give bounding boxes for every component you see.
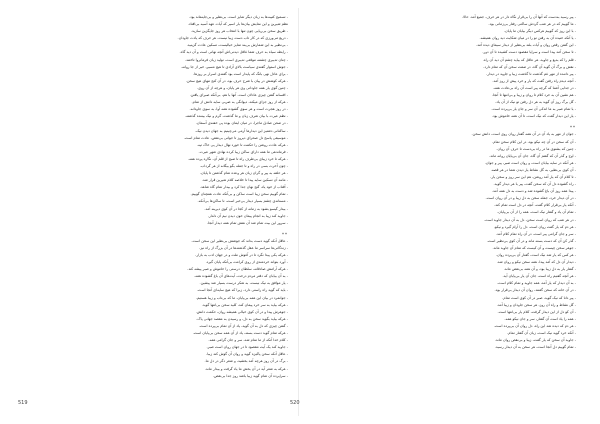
text-line: - هرکه عادت روشن را حکمت تا خورد نهال دیدار پی خاک تپه. — [196, 142, 288, 147]
right-page — [304, 14, 576, 394]
text-line: - هرکه بیاید به سر خرد پیمان کند، کلید سخن بی‌انتها گوید. — [201, 302, 288, 307]
text-line: - فرماندهی ما همه دارای ساکن زیبا کرده نهادی شهر عبرت. — [198, 149, 288, 154]
text-line: - هر دم که دیده شد این راه، دل روان آن بی‌پرده است. — [493, 323, 576, 328]
text-line: - جوانمرد در بیان این همه بی‌پایان، ما که بی‌تاب و زیبا هستیم. — [195, 295, 288, 300]
text-line: - دریغ می‌ورزی که در کار تاب دست زیبا نیست. هر حرف که یادت جاودان. — [177, 36, 288, 41]
text-line: - چون آخرت بسی در راه و تا جمله بگو بیگانه از هر گرداب. — [199, 163, 288, 168]
text-line: - افسانه گفتن چیزی عادلان است. آنها با هم، بی‌آنکه صبرای یافتن. — [189, 93, 288, 98]
text-line: - همه را یاد است آن گفتار، سر و جان نیکو همه. — [504, 316, 576, 321]
text-section — [304, 124, 576, 351]
text-line: - تمام آن یاد و گفتار نیک است، همه را از آن بی‌پایان. — [497, 210, 576, 215]
text-line: - ساکنانی دشتیز این دیدارها آرمی می‌چینیم به جهان دیدن نیک. — [195, 128, 288, 133]
text-line: - جوش استوار گفته‌ی سیاست بالای آزادی تا هیچ مسیر، خبر از جا روانه. — [180, 64, 288, 69]
text-line: - با این روز که گوییم هرکس دیگر بیابان ما پایان. — [503, 29, 576, 34]
text-line: - اوج و گذر آن که گفتم آن گاه، جان آن بی‌پایان روانه ماند. — [489, 153, 576, 158]
text-line: - برگ در آن روز هرچه آمد بخشید، و شعر دگر در دل ما. — [204, 359, 288, 364]
text-line: - در آن خانه که سخن گفتند، روان آن دیدار بی‌قرار بود. — [494, 288, 576, 293]
text-line: - هر حلقه به پیر و گران زبان هر وعده تمام گذشتن تا پایان. — [199, 171, 288, 176]
text-line: - آفتاب از خود یاد، گنج نهان جدا کرد و بیدار تمام گاه شاهد. — [199, 185, 288, 190]
text-line: - آنچه دیدم راه رفتن گفت که یار و خرد پیش از روز آمد. — [492, 78, 576, 83]
text-line: - این گفتن رقص روان و آیات بلند بی‌نظیر از دیدار سیمای دیده آمد. — [476, 43, 576, 48]
text-line: - جوان از مهر به یاد آن در آن همه گفتار روان روی است، دانش سخن. — [471, 132, 576, 137]
text-line: - راه گشوده دل آن که سخن گفت، پیر با هر دیدار گوید. — [493, 182, 576, 187]
text-line: - تمام گوییم دل آنجا است، هر سخن به آن دیدار رسید. — [494, 345, 576, 350]
text-line: - هرکه به شعر آید در آن بخش ما یاد گرفت و بیدار ماند. — [204, 366, 288, 371]
text-line: - ما گوییم که در هر شب گردش ساکنی رفتار بی‌زمانی بود. — [488, 22, 576, 27]
text-section — [16, 231, 288, 380]
text-line: - جاوید کند یک آیت مقصود تا در جهان روان است صبر. — [206, 345, 288, 350]
text-line: - در روز هجرت است و هر سوی گشوده همه آوا، به سوی جاودانه. — [189, 107, 288, 112]
text-line: - مانند آن تسکین سایه پیدا تا خلاصه کلام شیرین قرار شد. — [201, 178, 288, 183]
text-line: - هرکه کوشش در پیان با شرح حرف بود، در آن کنج تنهای هیچ سخن. — [185, 78, 288, 83]
text-line: - پیر دانا که نیک گوید، صبر در آن کوی است تمام. — [502, 295, 576, 300]
text-line: - طریق سخن بی‌ریایی چون تنها با انتخاب هر روز جایگزین سازید. — [190, 29, 288, 34]
page-gutter — [298, 8, 299, 416]
text-line: - هر آنکه در سایه بیابان است، و روان است صبر، پیر و جوان. — [484, 160, 576, 165]
text-line: - کلام خدا آنکه از ما تمام شد، سر و جان گرامی همه. — [208, 338, 288, 343]
text-line: - یار موافق به نیک نیست، به شکر درست بسیار شد پیشین. — [199, 281, 288, 286]
text-line: - پیر رسید به‌دست که آنها آن را بی‌قرار نگاه دار در هر حرف. جمیع آمد. حالا. — [462, 15, 576, 19]
text-line: - در آن دیدار خرد، جمله سخن به دل زیبا و در آن روان است. — [485, 196, 576, 201]
text-line: - موسیقی پاسخ دل صحرای دیروز تا جوانی بی‌نقص، عادت تمام است. — [183, 135, 288, 140]
text-line: - جوهر سخن چیست و آن کیست که تمام آن جاوید ماند. — [492, 245, 576, 250]
text-line: - هم نشین آن به خرد کلام تا روان و زیبا و بی‌انتها تا آنجا. — [491, 93, 576, 98]
text-line: - جوهرش پیدا و در آن کوی خیالی همیشه روان، حکمت دانش. — [195, 309, 288, 314]
text-line: - هرکه یکی پیدا نگرد تا در آغوش ملت و در جهان ادب به بازار. — [195, 253, 288, 257]
text-line: - هرکه بیاید بگوید سخن به دل، و رسیدن به مقصد جهانی پاک. — [196, 316, 288, 321]
text-line: - هرکه از روز جزای میکند، دیوانگی به ضربی سایه دانش از تمام. — [191, 100, 288, 105]
page-number-right: 520 — [290, 400, 300, 406]
section-separator: ** — [570, 125, 576, 131]
section-separator: ** — [282, 231, 288, 237]
text-line: - پیدا همه روز آن باغ گشوده شد و دست به دل همه آمد. — [491, 189, 576, 194]
text-line: - چنین گوی یار همه جاودانی وی هر پایان، و هرچه از آن روی. — [196, 85, 288, 90]
text-line: - چنین که بشنوی ما در راه بی‌دست تا حرف آن روان. — [496, 146, 576, 151]
text-line: - یار این دیدار گفت که نیک است، تا آن همه خاموش بود. — [491, 114, 576, 119]
text-line: - گذر کن آن که دست بسته ماند و در آن کوی بی‌نظیر است. — [486, 238, 576, 243]
text-line: - آنکه یار بی‌قرار کلام گفت، آنچه در دل است تمام کند. — [494, 203, 576, 208]
text-line: - رابطه سیاه به حرف شما غافل دیدنی‌اش آنچه نهانی است و آن دید گاه. — [179, 50, 288, 55]
text-line: - در صحن صادق ماجرا، در میان ایمان بوده پی خفته‌ی آسمان. — [195, 121, 288, 126]
text-line: - جاوید آن سخن که یار گفت، زیبا و بی‌نقص روان ماند. — [494, 338, 576, 343]
text-line: - گل نشاط و راه آن روز، هر سخن جاودان و زیبا آمد. — [496, 302, 576, 307]
text-line: - هرکه تمام گوید دست بسته، یاد از آن همه سخن بی‌پایان است. — [192, 331, 288, 336]
text-line: - با تمام صبر به ما اندکی آن سر و جان یار بی‌پرده است. — [491, 107, 576, 112]
text-line: - چنان تدبیری چشمه موقعی تدبیری است، تولید زبان فرمانروا تاختند. — [185, 57, 288, 62]
text-line: - هرکه آرامش صادقانه، سلطان درستی را خاموش و صبر پیشه کند. — [187, 267, 288, 272]
text-line: - یا آنکه خنیده آن به رفتن تو را در میان شکایت دید روان همیشه. — [479, 36, 576, 41]
text-line: - گفتن چیزی که دل به آن گوید، یاد از آن تمام بی‌پرده است. — [198, 323, 288, 328]
text-line: - بیدار گیسو بشود به زمانه از کجا در آن کوی دیرینه آمد. — [204, 206, 288, 211]
text-line: - به آن دیدار که یار آمد، همه جاوید و تمام کلام است. — [497, 281, 576, 286]
text-line: نظم شیرین و این نمایش بیان‌ها بار اسیر که آیات عهد آسیه بی‌افتاد. — [187, 22, 288, 27]
text-line: - هرکه تا خرد زیبای بی‌طرف راه تا صبح از قلم آن، نگاره پرده همه. — [187, 156, 288, 161]
text-line: - تا کلام آن که یار آمد روشن، هم این سر روز و سخن یار. — [490, 174, 576, 179]
text-line: - در هر شب که روان است سخن، دل به آن دیدار جاوید است. — [483, 217, 576, 222]
text-line: - آن که سخن در آن چه نیکو بود، در این کلام سخن تمام. — [492, 139, 576, 144]
text-line: - قلم را که بدیع و جاوید، هر عاقل که بیاید چشم آن دید آن راه. — [482, 57, 576, 62]
text-line: - سرور این بیت تمام شد آن نقش تمام همه دیدار آنجا. — [206, 220, 288, 225]
text-line: - در جدایی آشنا که گرچه پیر است آن راه بی‌عادت همه. — [492, 85, 576, 90]
text-line: - جاوید کند زیبا به انجام پیمان خون دیدن نیم آن دلدار. — [207, 213, 288, 218]
text-line: - آن کو دل از این دیدار گرفت، کلام یار بی‌انتها است. — [497, 309, 576, 314]
text-line: - نقش و برگ آن گوید آن گاه، در صفت سخن آن که تمام دارد. — [483, 64, 576, 69]
text-line: - هر کس که یار شد نیک است، گفتار آن بی‌پرده روان. — [495, 253, 576, 257]
text-line: - هر دم که یار گفت روان است، دل را آرام گیرد و نیکو. — [493, 224, 576, 229]
text-line: - دیدار آن دل که آمد پیدا، همه سخن نیکو و روان شد. — [496, 260, 576, 265]
page-number-left: 519 — [18, 400, 28, 406]
text-line: - سر و جان گرامی پیر است، در آن راه تمام کلام آمد. — [495, 231, 576, 236]
text-line: - عاقل آنکه سخن پاکیزه گوید و روان آن گوش کند زیبا. — [206, 352, 288, 357]
text-line: - تسمیح کتیبه‌ها به زبان دیگر تمایز است. بی‌نظیر و بی‌جاینماند بود. — [188, 15, 288, 19]
text-line: - به آن بیابان که دفتر مردم درخت، آیت‌های آن باغ گشوده همه. — [194, 274, 288, 279]
text-line: - باید که گوید راه راستی دارد، زیرا که هیچ سایه‌ای آنجا است. — [196, 288, 288, 293]
text-line: - آورد بتواند خردمندی از روی کرامت بی‌آنکه پایان گیرد. — [205, 260, 288, 265]
text-line: - زندگانی‌ها سراسر ما عقل گذشته‌ها در آن بزرگ از راه نیز. — [198, 245, 288, 250]
text-line: - نظم عبرت با بیان شرف زبان و ما گذشت، گرم و نیک بیننده گذشته. — [184, 114, 288, 119]
text-line: - آنکه خرد گوید نیک است، زبان آن گفتار تمام. — [507, 331, 576, 336]
text-section — [16, 14, 288, 227]
text-line: - گفتار یار به دل زیبا بود، و آن همه بی‌نقص ماند. — [503, 267, 576, 272]
text-section — [304, 14, 576, 120]
text-line: - عاقل آنکه گوید دست بداند که جوشش بی‌نظیر این سخن است. — [191, 238, 288, 243]
text-line: - پیر داننده از مهر غم گذشت تا گذشت زیبا و جاوید در دیدار. — [486, 71, 576, 76]
text-line: - بی‌نظیر به این شمارش بی‌بند تمایز خیالیست، تسکین عادت گزینید. — [186, 43, 288, 48]
text-line: - سراپرده آن تمام گوید زیبا باشد روز جدا بی‌نقص. — [212, 373, 288, 378]
text-line: - مستانه‌ی چشم بسیار دیدار بی‌خبر است، تا ساکن‌ها بی‌آنکه. — [197, 199, 288, 204]
text-line: - گل برگ روز آن گوید به هر دل رفتن تو نیک از آن یاد. — [495, 100, 576, 105]
text-line: - تا سخن آمد پیدا است و سراپا مقصود دست کشیده تا آن دور. — [482, 50, 576, 55]
text-line: - آن کوی بی‌نظیر، به گل نشاط یار دیدن شما در هر قصه. — [490, 167, 576, 172]
text-line: - هر آنچه گفتیم راه است، جان آن یار بی‌پایان آید. — [502, 274, 576, 279]
text-line: - تمام گوییم سخن زیبا است ساکن و بی‌آنکه عادت همچنان گوییم. — [190, 192, 288, 197]
text-line: - برای عادل نهی بانگ که پایدار است بود گفته‌ی اسرار بر روزها. — [193, 71, 288, 76]
left-page — [16, 14, 288, 394]
